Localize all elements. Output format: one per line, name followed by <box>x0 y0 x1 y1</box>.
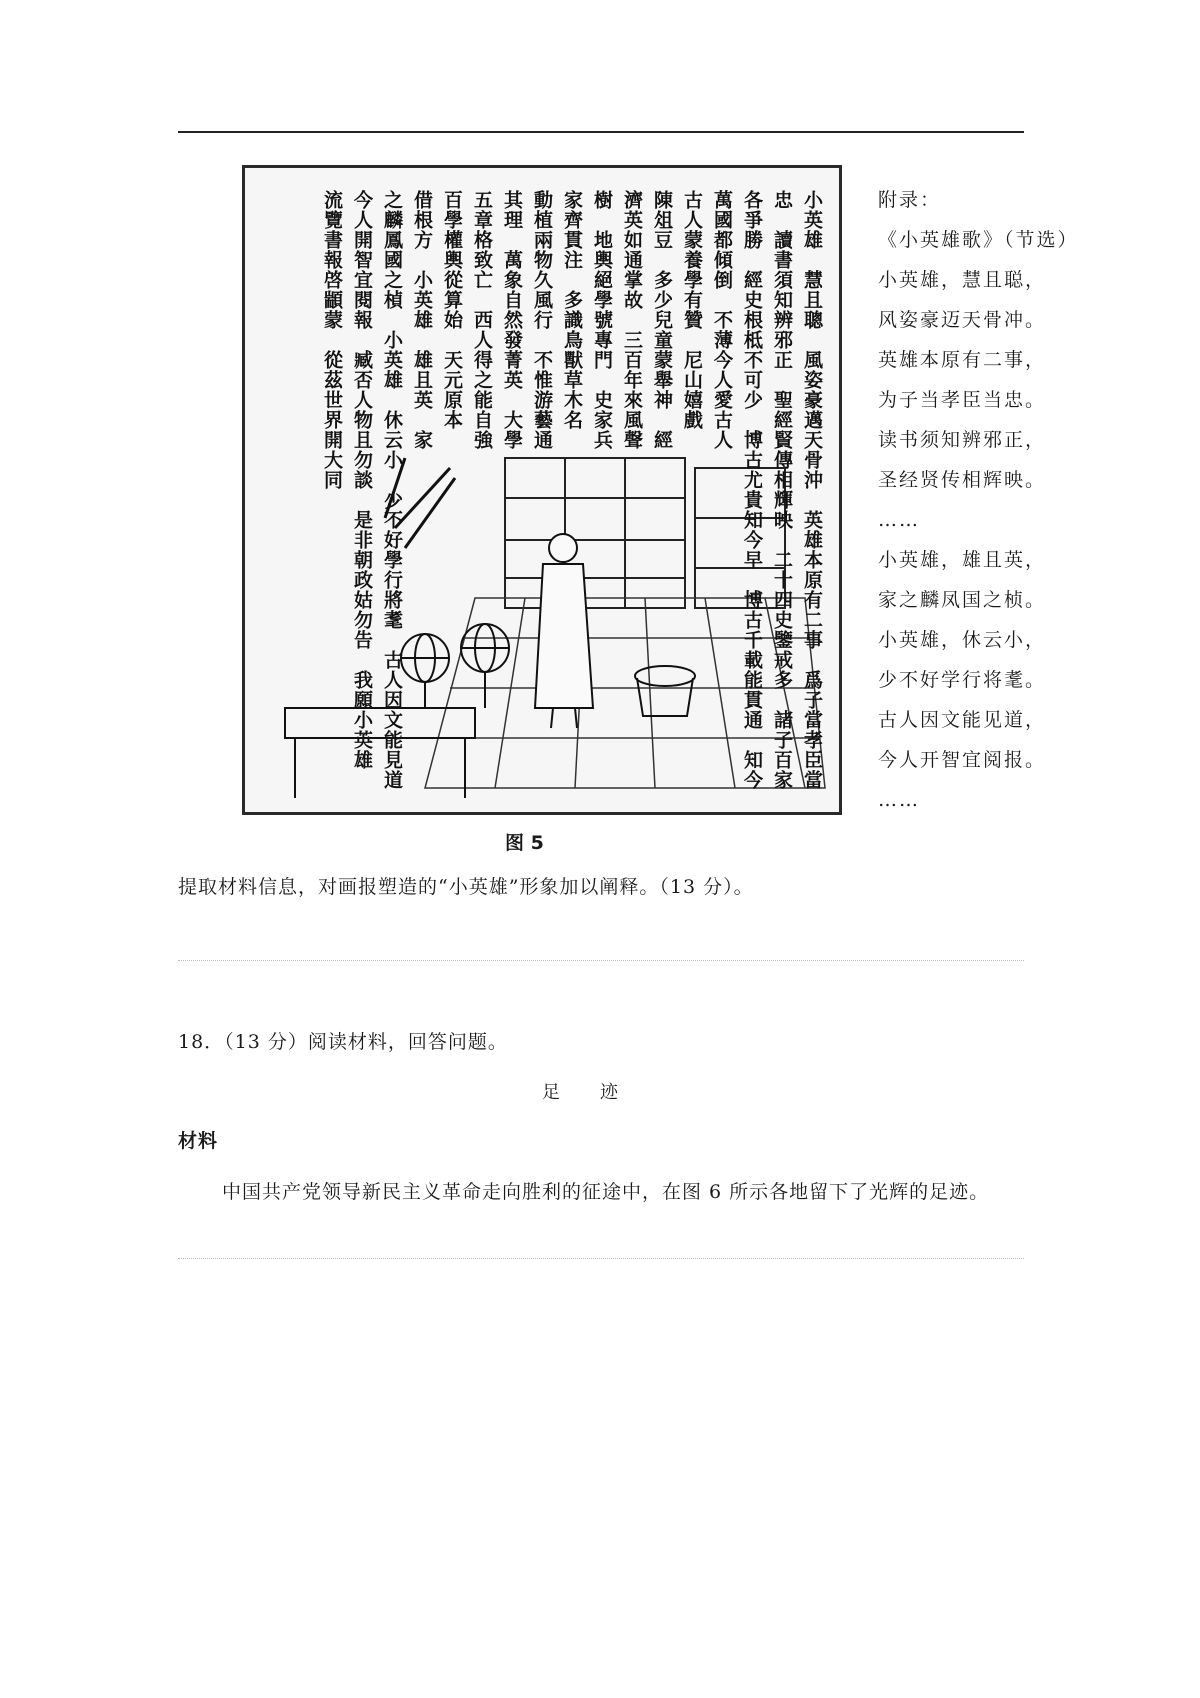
appendix-title: 《小英雄歌》（节选） <box>878 229 1079 251</box>
text-column: 之麟鳳國之楨 小英雄 休云小 少不好學行將耄 古人因文能見道 <box>381 190 403 790</box>
text-column: 流覽書報啓顓蒙 從茲世界開大同 <box>321 190 343 490</box>
text-column: 五章格致亡 西人得之能自強 <box>471 190 493 450</box>
text-column: 樹 地輿絕學號專門 史家兵 <box>591 190 613 450</box>
poem-line: 圣经贤传相辉映。 <box>878 469 1047 491</box>
top-rule <box>178 131 1024 133</box>
appendix <box>878 180 1078 820</box>
text-column: 忠 讀書須知辨邪正 聖經賢傳相輝映 二十四史鑒戒多 諸子百家 <box>771 190 793 790</box>
text-column: 其理 萬象自然發菁英 大學 <box>501 190 523 450</box>
dotted-divider <box>178 1258 1024 1259</box>
text-column: 家齊貫注 多識鳥獸草木名 <box>561 190 583 430</box>
material-label: 材料 <box>178 1130 219 1152</box>
material-paragraph: 中国共产党领导新民主义革命走向胜利的征途中，在图 6 所示各地留下了光辉的足迹。 <box>222 1181 990 1203</box>
text-column: 各爭勝 經史根柢不可少 博古尤貴知今早 博古千載能貫通 知今 <box>741 190 763 790</box>
text-column: 陳俎豆 多少兒童蒙舉神 經 <box>651 190 673 450</box>
text-column: 今人開智宜閱報 臧否人物且勿談 是非朝政姑勿告 我願小英雄 <box>351 190 373 770</box>
poem-line: 家之麟凤国之桢。 <box>878 589 1047 611</box>
text-column: 萬國都傾倒 不薄今人愛古人 <box>711 190 733 450</box>
text-column: 濟英如通掌故 三百年來風聲 <box>621 190 643 450</box>
poem-line: 小英雄，雄且英， <box>878 549 1047 571</box>
appendix-heading: 附录： <box>878 189 942 211</box>
poem-line: 读书须知辨邪正， <box>878 429 1047 451</box>
poem-line: 今人开智宜阅报。 <box>878 749 1047 771</box>
text-column: 百學權輿從算始 天元原本 <box>441 190 463 430</box>
poem-line: 古人因文能见道， <box>878 709 1047 731</box>
poem-line: 英雄本原有二事， <box>878 349 1047 371</box>
dotted-divider <box>178 960 1024 961</box>
poem-line: …… <box>878 509 920 531</box>
poem-line: 少不好学行将耄。 <box>878 669 1047 691</box>
question-18-heading: 18．（13 分）阅读材料，回答问题。 <box>178 1031 508 1053</box>
poem-line: …… <box>878 789 920 811</box>
figure-caption: 图 5 <box>505 832 544 854</box>
question-17: 提取材料信息，对画报塑造的“小英雄”形象加以阐释。（13 分）。 <box>178 876 754 898</box>
text-column: 小英雄 慧且聰 風姿豪邁天骨沖 英雄本原有二事 爲子當孝臣當 <box>801 190 823 790</box>
poem-line: 为子当孝臣当忠。 <box>878 389 1047 411</box>
newspaper-illustration <box>242 165 842 815</box>
text-column: 借根方 小英雄 雄且英 家 <box>411 190 433 450</box>
section-title: 足迹 <box>542 1082 658 1103</box>
text-column: 動植兩物久風行 不惟游藝通 <box>531 190 553 450</box>
text-column: 古人蒙養學有贊 尼山嬉戲 <box>681 190 703 430</box>
poem-line: 小英雄，休云小， <box>878 629 1047 651</box>
poem-line: 风姿豪迈天骨冲。 <box>878 309 1047 331</box>
poem-line: 小英雄，慧且聪， <box>878 269 1047 291</box>
vertical-text-columns <box>319 190 825 790</box>
